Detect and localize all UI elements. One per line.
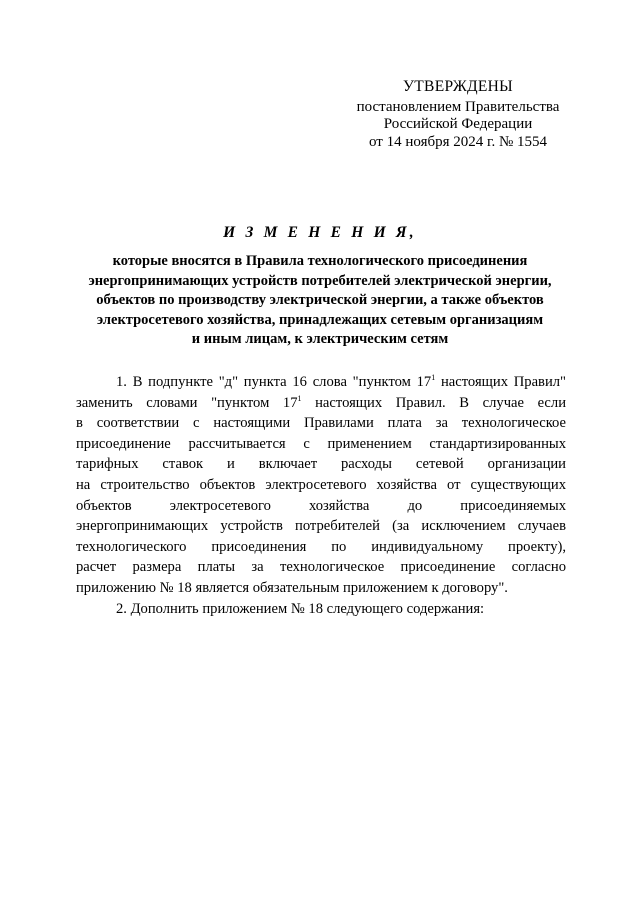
paragraph-line: тарифных ставок и включает расходы сетевой организации — [76, 456, 566, 473]
paragraph-line: приложению № 18 является обязательным приложением к договору". — [76, 579, 508, 596]
approval-line: постановлением Правительства — [356, 98, 560, 115]
subtitle-line: энергопринимающих устройств потребителей электрической энергии, — [88, 272, 552, 289]
approval-line: Российской Федерации — [383, 116, 533, 132]
superscript: 1 — [297, 393, 302, 403]
paragraph-line: 2. Дополнить приложением № 18 следующего содержания: — [116, 600, 485, 617]
subtitle-line: и иным лицам, к электрическим сетям — [191, 331, 449, 347]
paragraph-line: объектов электросетевого хозяйства до присоединяемых — [76, 497, 566, 514]
subtitle-line: электросетевого хозяйства, принадлежащих сетевым организациям — [96, 311, 544, 328]
document-subtitle — [75, 252, 565, 350]
text-run: заменить словами "пунктом 17 — [76, 394, 298, 411]
approval-date-line: от 14 ноября 2024 г. № 1554 — [368, 133, 548, 150]
paragraph-line: энергопринимающих устройств потребителей (за исключением случаев — [76, 518, 566, 535]
approval-heading: УТВЕРЖДЕНЫ — [403, 78, 513, 95]
paragraph-line: в соответствии с настоящими Правилами плата за технологическое — [76, 415, 566, 432]
text-run: настоящих Правил" — [435, 374, 567, 390]
subtitle-line: объектов по производству электрической энергии, а также объектов — [96, 292, 544, 308]
document-title: И З М Е Н Е Н И Я, — [223, 224, 417, 241]
paragraph-line: на строительство объектов электросетевого хозяйства от существующих — [76, 476, 566, 493]
paragraph-line: присоединение рассчитывается с применением стандартизированных — [76, 435, 566, 452]
subtitle-line: которые вносятся в Правила технологического присоединения — [112, 253, 528, 269]
text-run: 1. В подпункте "д" пункта 16 слова "пунктом 17 — [116, 374, 432, 390]
paragraph-line: расчет размера платы за технологическое присоединение согласно — [76, 559, 566, 576]
approval-block — [338, 78, 578, 151]
superscript: 1 — [431, 373, 436, 382]
paragraph-line: технологического присоединения по индивидуальному проекту), — [76, 538, 566, 555]
paragraph-line — [76, 393, 566, 414]
paragraph-line — [76, 372, 566, 393]
document-body — [76, 372, 566, 619]
paragraph-item-1 — [76, 372, 566, 599]
text-run: настоящих Правил. В случае если — [301, 394, 567, 411]
paragraph-item-2 — [76, 599, 566, 620]
